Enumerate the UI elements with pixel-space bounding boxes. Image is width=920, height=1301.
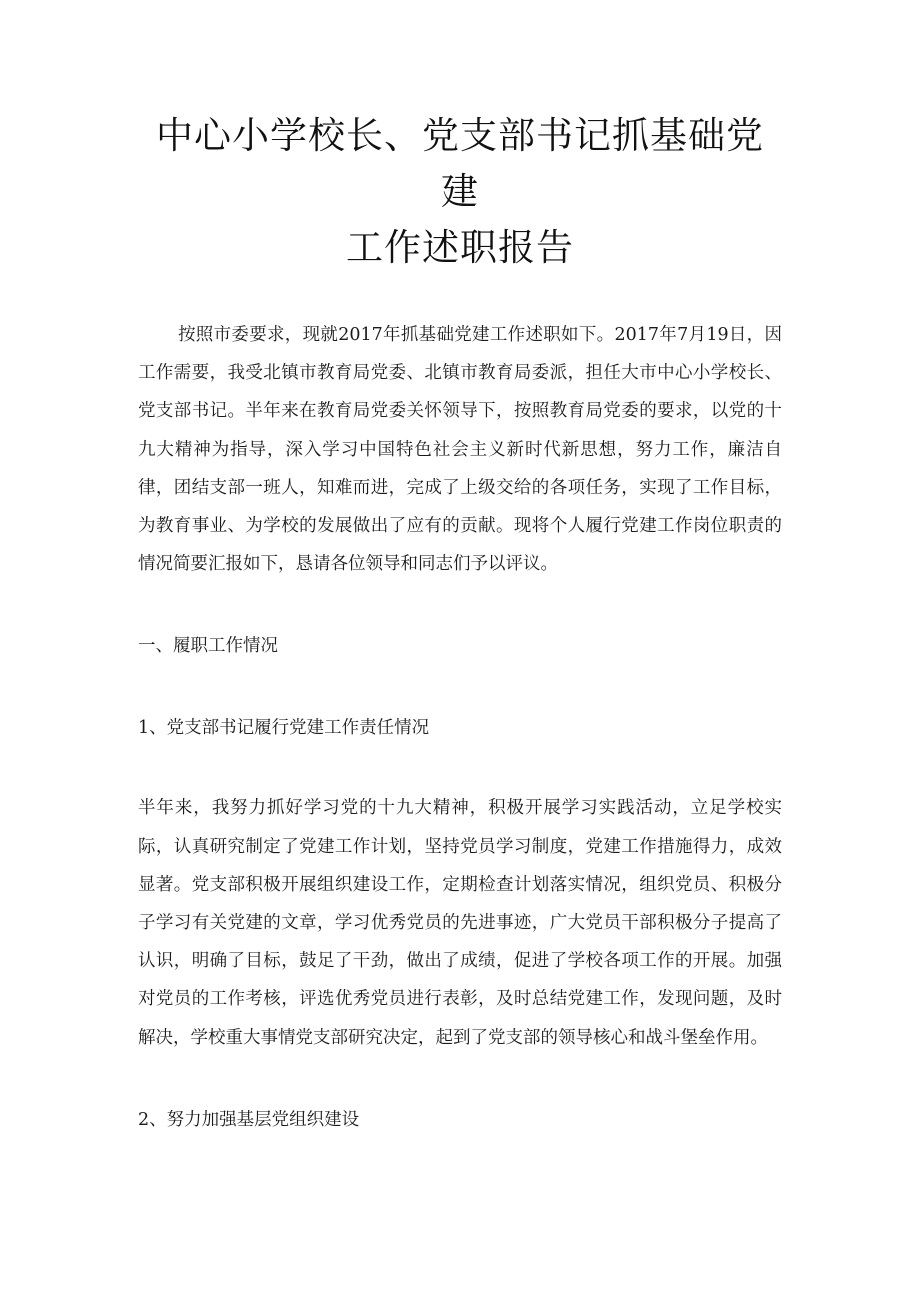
title-line-1: 中心小学校长、党支部书记抓基础党建 [156, 114, 764, 213]
subsection-1-paragraph: 半年来，我努力抓好学习党的十九大精神，积极开展学习实践活动，立足学校实际，认真研究制定了党建工作计划，坚持党员学习制度，党建工作措施得力，成效显著。党支部积极开展组织建设工作，定期检查计划落实情况，组织党员、积极分子学习有关党建的文章，学习优秀党员的先进事迹，广大党员干部积极分子提高了认识，明确了目标，鼓足了干劲，做出了成绩，促进了学校各项工作的开展。加强对党员的工作考核，评选优秀党员进行表彰，及时总结党建工作，发现问题，及时解决，学校重大事情党支部研究决定，起到了党支部的领导核心和战斗堡垒作用。 [138, 798, 782, 1048]
section-heading-1: 一、履职工作情况 [138, 636, 278, 657]
subsection-heading-2: 2、努力加强基层党组织建设 [138, 1109, 360, 1130]
document-title [138, 108, 782, 276]
intro-paragraph: 按照市委要求，现就2017年抓基础党建工作述职如下。2017年7月19日，因工作需要，我受北镇市教育局党委、北镇市教育局委派，担任大市中心小学校长、党支部书记。半年来在教育局党委关怀领导下，按照教育局党委的要求，以党的十九大精神为指导，深入学习中国特色社会主义新时代新思想，努力工作，廉洁自律，团结支部一班人，知难而进，完成了上级交给的各项任务，实现了工作目标，为教育事业、为学校的发展做出了应有的贡献。现将个人履行党建工作岗位职责的情况简要汇报如下，恳请各位领导和同志们予以评议。 [138, 325, 782, 575]
title-line-2: 工作述职报告 [346, 226, 574, 269]
subsection-heading-1: 1、党支部书记履行党建工作责任情况 [138, 718, 430, 739]
